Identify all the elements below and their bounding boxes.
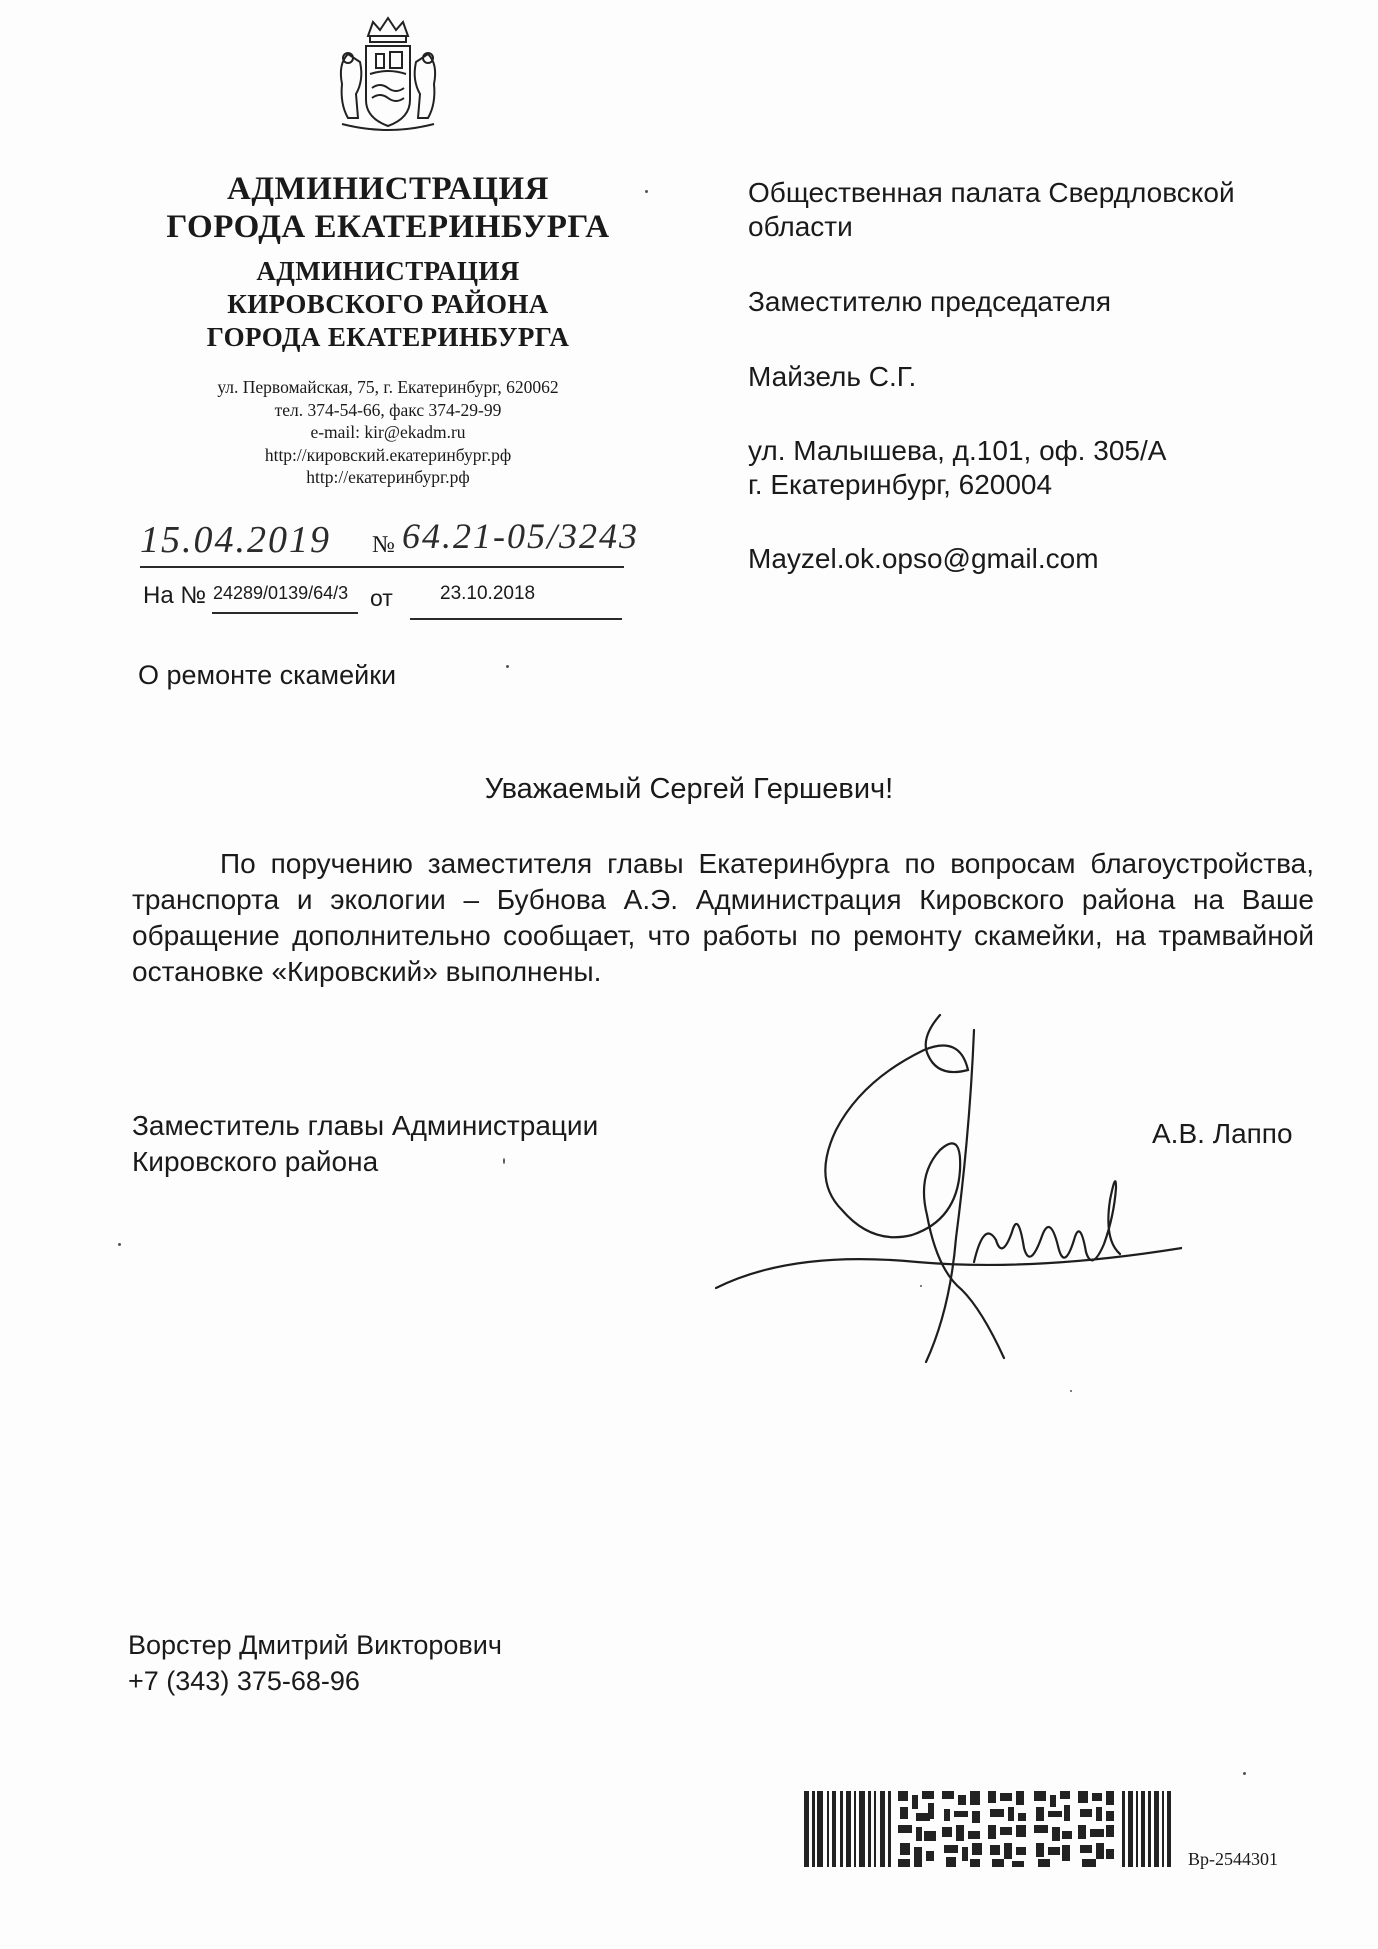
letterhead-site-2: http://екатеринбург.рф: [306, 467, 470, 487]
registration-date: 15.04.2019: [140, 519, 331, 561]
dept-line-1: АДМИНИСТРАЦИЯ: [256, 256, 520, 286]
letter-subject: О ремонте скамейки: [138, 660, 397, 690]
addressee-city: г. Екатеринбург, 620004: [748, 469, 1053, 500]
scan-speck: [503, 1158, 505, 1164]
scan-speck: [1243, 1772, 1246, 1775]
org-line-2: ГОРОДА ЕКАТЕРИНБУРГА: [166, 209, 610, 245]
dept-line-3: ГОРОДА ЕКАТЕРИНБУРГА: [206, 322, 570, 352]
executor-phone: +7 (343) 375-68-96: [128, 1666, 360, 1696]
dept-line-2: КИРОВСКОГО РАЙОНА: [227, 289, 549, 319]
reply-number-label: На №: [143, 582, 207, 609]
reply-date-label: от: [370, 585, 393, 611]
barcode-id: Вр-2544301: [1188, 1849, 1278, 1869]
scan-speck: [1070, 1390, 1072, 1392]
addressee-email: Mayzel.ok.opso@gmail.com: [748, 543, 1099, 574]
letterhead-contacts: [150, 376, 626, 489]
scan-speck: [506, 665, 509, 668]
document-barcode: [804, 1791, 1174, 1867]
letter-body-text: По поручению заместителя главы Екатеринбурга по вопросам благоустройства, транспорта и экологии – Бубнова А.Э. Администрация Кировского района на Ваше обращение дополнительно сообщает, что работы по ремонту скамейки, на трамвайной остановке «Кировский» выполнены.: [132, 848, 1314, 987]
scan-speck: [645, 190, 648, 193]
registration-underline: [140, 566, 624, 568]
registration-number: 64.21-05/3243: [402, 516, 639, 556]
registration-number-label: №: [372, 532, 395, 558]
reply-date: 23.10.2018: [440, 583, 536, 604]
letterhead-site-1: http://кировский.екатеринбург.рф: [264, 444, 512, 465]
letter-greeting: Уважаемый Сергей Гершевич!: [484, 773, 894, 805]
addressee-street: ул. Малышева, д.101, оф. 305/А: [748, 435, 1167, 466]
scan-speck: [920, 1285, 922, 1287]
executor-block: [128, 1627, 502, 1699]
scan-speck: [118, 1243, 121, 1246]
addressee-organization: Общественная палата Свердловской области: [748, 177, 1235, 242]
reply-number: 24289/0139/64/3: [213, 583, 349, 603]
addressee-position: Заместителю председателя: [748, 286, 1111, 317]
letterhead-email: e-mail: kir@ekadm.ru: [310, 422, 466, 442]
signer-position-line-1: Заместитель главы Администрации: [132, 1110, 599, 1141]
signer-name: А.В. Лаппо: [1152, 1118, 1293, 1149]
reply-number-underline: [212, 612, 358, 614]
handwritten-signature: [712, 1010, 1182, 1380]
signer-position-line-2: Кировского района: [132, 1146, 379, 1177]
organization-name: [130, 170, 646, 246]
department-name: [160, 255, 616, 354]
reply-date-underline: [410, 618, 622, 620]
addressee-name: Майзель С.Г.: [748, 361, 917, 392]
letter-body: [132, 846, 1314, 990]
signer-position: [132, 1108, 598, 1180]
executor-name: Ворстер Дмитрий Викторович: [128, 1630, 502, 1660]
letterhead-address: ул. Первомайская, 75, г. Екатеринбург, 620062: [217, 377, 559, 397]
letterhead-phone: тел. 374-54-66, факс 374-29-99: [274, 399, 502, 420]
coat-of-arms-icon: [318, 14, 458, 144]
addressee-block: [748, 176, 1308, 576]
org-line-1: АДМИНИСТРАЦИЯ: [227, 171, 549, 207]
